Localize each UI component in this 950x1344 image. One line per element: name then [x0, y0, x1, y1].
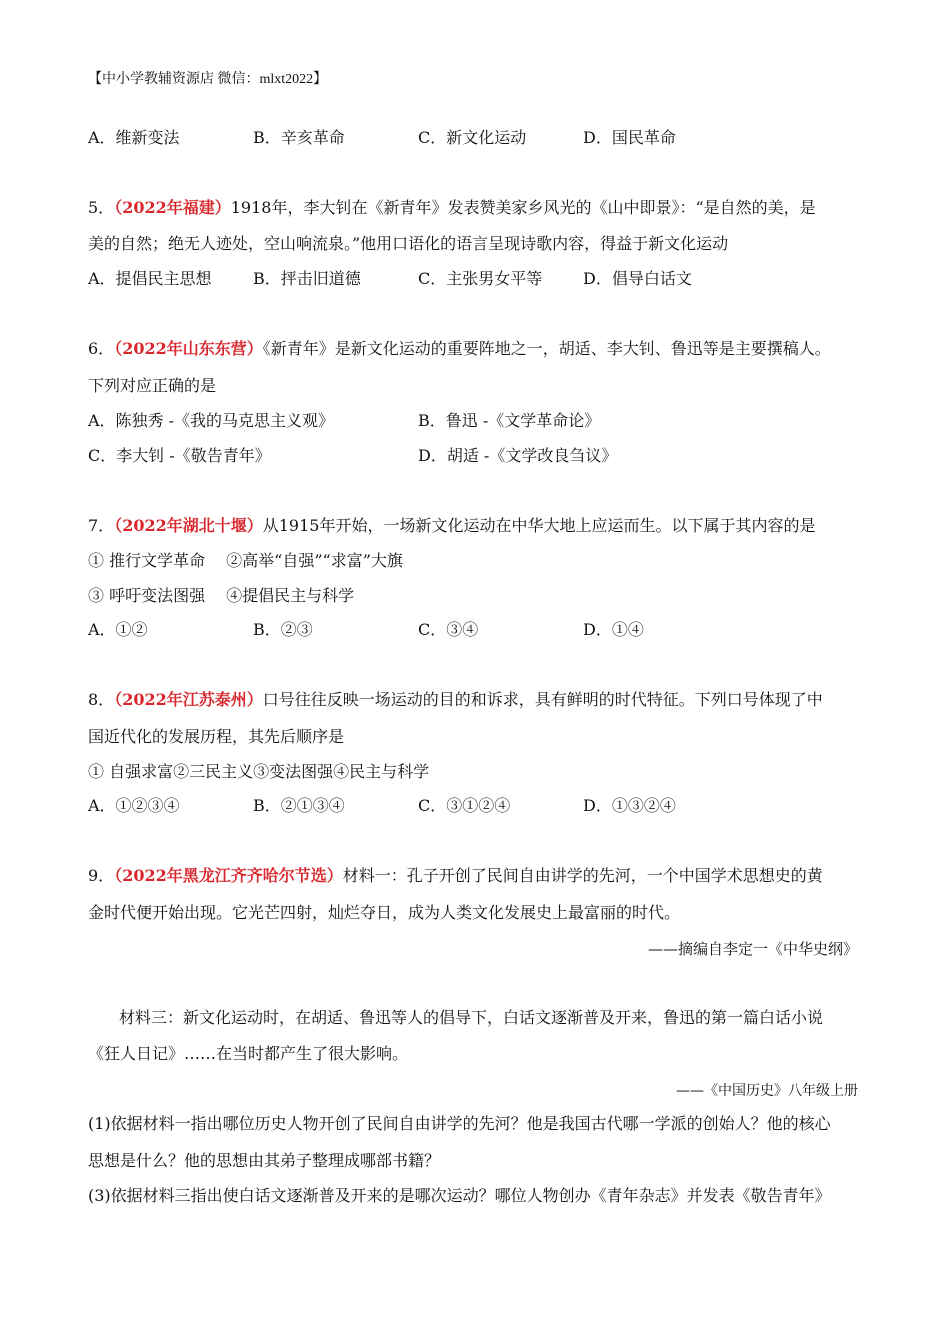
option-a: A．维新变法 [88, 128, 180, 147]
question-source: （2022年江苏泰州） [114, 690, 263, 709]
question-number: 8． [88, 690, 115, 709]
question-7-stem [88, 516, 815, 536]
material-1-text: 材料一：孔子开创了民间自由讲学的先河，一个中国学术思想史的黄 [342, 866, 823, 885]
question-item-line: ③ 呼吁变法图强 ④提倡民主与科学 [88, 586, 355, 605]
material-3-text-line: 《狂人日记》……在当时都产生了很大影响。 [88, 1044, 409, 1063]
material-3-citation: ——《中国历史》八年级上册 [676, 1083, 858, 1099]
question-text: 口号往往反映一场运动的目的和诉求，具有鲜明的时代特征。下列口号体现了中 [262, 690, 823, 709]
option-b: B．②③ [253, 620, 313, 639]
option-c: C．新文化运动 [418, 128, 527, 147]
question-source: （2022年福建） [114, 198, 231, 217]
question-text-line: 国近代化的发展历程，其先后顺序是 [88, 727, 345, 746]
question-text: 《新青年》是新文化运动的重要阵地之一，胡适、李大钊、鲁迅等是主要撰稿人。 [262, 339, 831, 358]
option-d: D．①④ [583, 620, 644, 639]
option-a: A．①② [88, 620, 148, 639]
question-item-line: ① 推行文学革命 ②高举“自强”“求富”大旗 [88, 551, 403, 570]
question-number: 5． [88, 198, 115, 217]
option-d: D．倡导白话文 [583, 269, 692, 288]
question-text-line: 下列对应正确的是 [88, 376, 217, 395]
page-header: 【中小学教辅资源店 微信：mlxt2022】 [88, 72, 328, 87]
question-6-stem [88, 339, 831, 359]
sub-question-1: (1)依据材料一指出哪位历史人物开创了民间自由讲学的先河？他是我国古代哪一学派的创始人？他的核心 [88, 1114, 831, 1133]
question-text: 从1915年开始，一场新文化运动在中华大地上应运而生。以下属于其内容的是 [262, 516, 816, 535]
question-source: （2022年山东东营） [114, 339, 263, 358]
option-c: C．李大钊 -《敬告青年》 [88, 446, 271, 465]
material-3-text: 材料三：新文化运动时，在胡适、鲁迅等人的倡导下，白话文逐渐普及开来，鲁迅的第一篇白话小说 [119, 1008, 824, 1027]
option-c: C．③①②④ [418, 796, 511, 815]
question-8-stem [88, 690, 823, 710]
question-source: （2022年湖北十堰） [114, 516, 263, 535]
question-source: （2022年黑龙江齐齐哈尔节选） [114, 866, 343, 885]
question-9-stem [88, 866, 823, 886]
question-text-line: 美的自然；绝无人迹处，空山响流泉。”他用口语化的语言呈现诗歌内容，得益于新文化运动 [88, 234, 729, 253]
material-1-text-line: 金时代便开始出现。它光芒四射，灿烂夺日，成为人类文化发展史上最富丽的时代。 [88, 903, 681, 922]
option-c: C．③④ [418, 620, 479, 639]
question-number: 6． [88, 339, 115, 358]
sub-question-1-line: 思想是什么？他的思想由其弟子整理成哪部书籍？ [88, 1151, 441, 1170]
option-b: B．抨击旧道德 [253, 269, 361, 288]
option-d: D．胡适 -《文学改良刍议》 [418, 446, 618, 465]
question-number: 7． [88, 516, 115, 535]
option-d: D．①③②④ [583, 796, 676, 815]
question-text: 1918年，李大钊在《新青年》发表赞美家乡风光的《山中即景》：“是自然的美，是 [230, 198, 816, 217]
question-number: 9． [88, 866, 115, 885]
option-b: B．②①③④ [253, 796, 345, 815]
option-a: A．①②③④ [88, 796, 180, 815]
option-b: B．鲁迅 -《文学革命论》 [418, 411, 601, 430]
option-b: B．辛亥革命 [253, 128, 345, 147]
option-c: C．主张男女平等 [418, 269, 543, 288]
option-a: A．陈独秀 -《我的马克思主义观》 [88, 411, 335, 430]
option-a: A．提倡民主思想 [88, 269, 212, 288]
option-d: D．国民革命 [583, 128, 676, 147]
question-item-line: ① 自强求富②三民主义③变法图强④民主与科学 [88, 762, 430, 781]
material-1-citation: ——摘编自李定一《中华史纲》 [647, 940, 858, 958]
question-5-stem [88, 198, 816, 218]
sub-question-3: (3)依据材料三指出使白话文逐渐普及开来的是哪次运动？哪位人物创办《青年杂志》并发表《敬告青年》 [88, 1186, 831, 1205]
